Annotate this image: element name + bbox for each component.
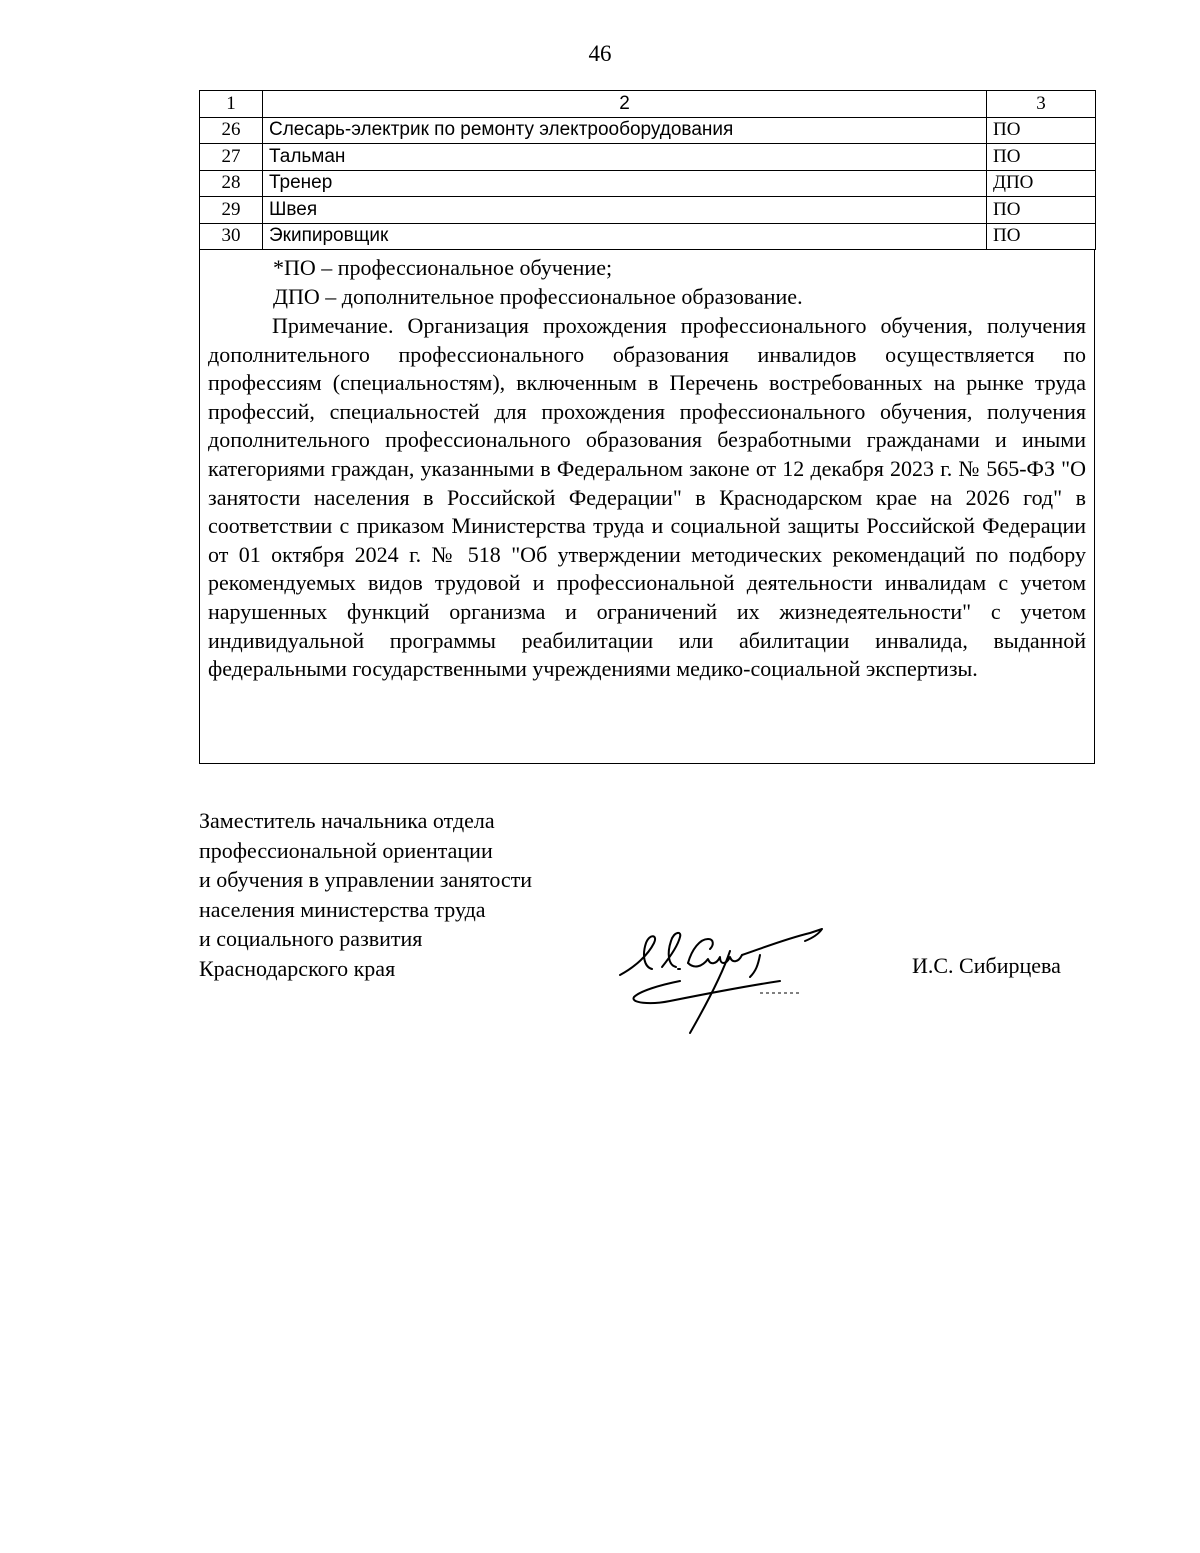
- signer-title-line: и обучения в управлении занятости: [199, 867, 533, 892]
- profession-name: Тальман: [263, 144, 987, 171]
- professions-table: [199, 90, 1096, 250]
- profession-name: Слесарь-электрик по ремонту электрооборудования: [263, 117, 987, 144]
- signer-name: И.С. Сибирцева: [912, 953, 1061, 978]
- signer-title-line: населения министерства труда: [199, 896, 486, 922]
- profession-name: Швея: [263, 197, 987, 224]
- handwritten-signature: [610, 905, 850, 1045]
- training-type: ПО: [987, 197, 1096, 224]
- column-header: 1: [200, 91, 263, 118]
- row-number: 26: [200, 117, 263, 144]
- page-number: 46: [588, 41, 612, 66]
- table-row: [200, 223, 1096, 250]
- signer-title-line: профессиональной ориентации: [199, 837, 493, 863]
- column-header: 2: [263, 91, 987, 118]
- row-number: 29: [200, 197, 263, 224]
- table-row: [200, 117, 1096, 144]
- table-row: [200, 170, 1096, 197]
- signer-title-line: Заместитель начальника отдела: [199, 808, 495, 833]
- profession-name: Тренер: [263, 170, 987, 197]
- note-paragraph: Примечание. Организация прохождения профессионального обучения, получения дополнительного профессионального образования инвалидов осуществляется по профессиям (специальностям), включенным в Перечень востребованных на рынке труда профессий, специальностей для прохождения профессионального обучения, получения дополнительного профессионального образования безработными гражданами и иными категориями граждан, указанными в Федеральном законе от 12 декабря 2023 г. № 565-ФЗ "О занятости населения в Российской Федерации" в Краснодарском крае на 2026 год" в соответствии с приказом Министерства труда и социальной защиты Российской Федерации от 01 октября 2024 г. № 518 "Об утверждении методических рекомендаций по подбору рекомендуемых видов трудовой и профессиональной деятельности инвалидам с учетом нарушенных функций организма и ограничений их жизнедеятельности" с учетом индивидуальной программы реабилитации или абилитации инвалида, выданной федеральными государственными учреждениями медико-социальной экспертизы.: [208, 313, 1086, 682]
- row-number: 30: [200, 223, 263, 250]
- training-type: ДПО: [987, 170, 1096, 197]
- signer-title-line: Краснодарского края: [199, 955, 396, 981]
- training-type: ПО: [987, 117, 1096, 144]
- signer-title-line: и социального развития: [199, 926, 423, 951]
- profession-name: Экипировщик: [263, 223, 987, 250]
- column-header: 3: [987, 91, 1096, 118]
- table-header-row: [200, 91, 1096, 118]
- row-number: 28: [200, 170, 263, 197]
- footnote-dpo: ДПО – дополнительное профессиональное образование.: [273, 284, 803, 309]
- table-row: [200, 144, 1096, 171]
- training-type: ПО: [987, 223, 1096, 250]
- signer-title: [199, 806, 532, 983]
- table-row: [200, 197, 1096, 224]
- row-number: 27: [200, 144, 263, 171]
- training-type: ПО: [987, 144, 1096, 171]
- footnote-po: *ПО – профессиональное обучение;: [273, 255, 613, 280]
